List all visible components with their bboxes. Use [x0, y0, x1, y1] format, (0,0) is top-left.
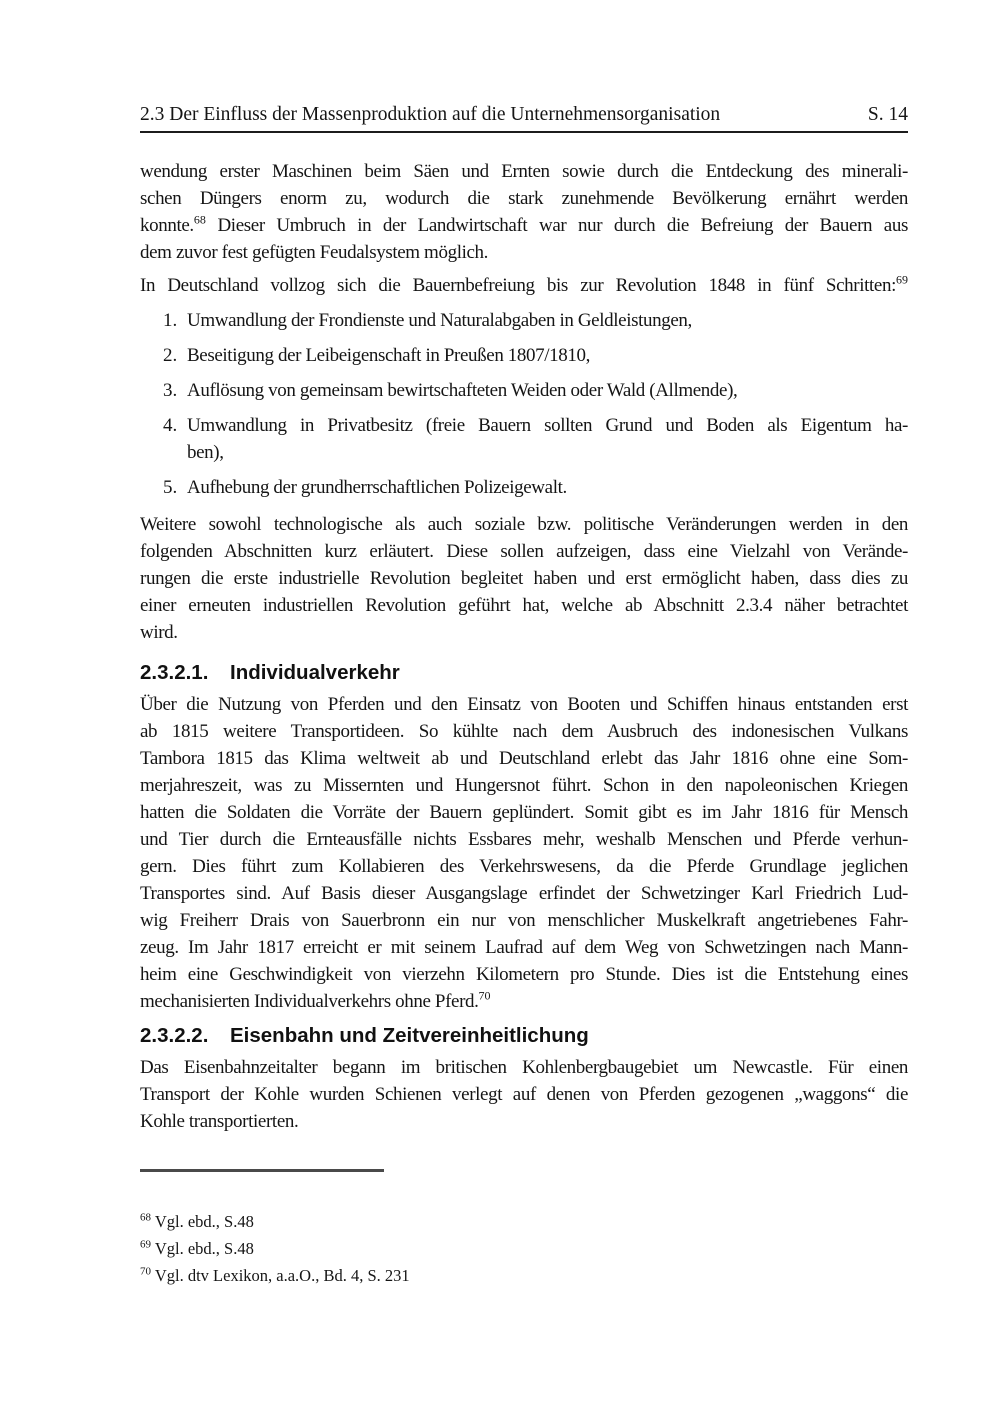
page-header — [140, 103, 908, 133]
text-line: mechanisierten Individualverkehrs ohne Pferd.$^{70}$ — [140, 988, 491, 1012]
text-line: Tambora 1815 das Klima weltweit ab und Deutschland erlebt das Jahr 1816 ohne eine Som- — [140, 748, 908, 769]
list-item — [140, 412, 908, 466]
text-line: Umwandlung der Frondienste und Naturalabgaben in Geldleistungen, — [187, 310, 692, 331]
paragraph-2 — [140, 511, 908, 646]
footnote-marker-68: 68 — [193, 212, 206, 227]
list-item — [140, 377, 908, 404]
text-line: merjahreszeit, was zu Missernten und Hungersnot führt. Schon in den napoleonischen Kriegen — [140, 775, 908, 796]
text-line: In Deutschland vollzog sich die Bauernbefreiung bis zur Revolution 1848 in fünf Schritten:$^{69}$ — [140, 272, 908, 296]
text-line: Weitere sowohl technologische als auch soziale bzw. politische Veränderungen werden in den — [140, 514, 908, 535]
text-line: hatten die Soldaten die Vorräte der Bauern geplündert. Somit gibt es im Jahr 1816 für Mensch — [140, 802, 908, 823]
text-line: wird. — [140, 622, 178, 643]
footnote-marker-69: 69 — [896, 272, 908, 287]
footnotes — [140, 1208, 908, 1289]
paragraph-1 — [140, 158, 908, 266]
list-item-number: 2. — [163, 345, 178, 366]
text-line: dem zuvor fest gefügten Feudalsystem möglich. — [140, 242, 489, 263]
list-item-number: 4. — [163, 415, 178, 436]
text-line: ab 1815 weitere Transportideen. So kühlte nach dem Ausbruch des indonesischen Vulkans — [140, 721, 908, 742]
text-line: Über die Nutzung von Pferden und den Einsatz von Booten und Schiffen hinaus entstanden erst — [140, 694, 908, 715]
list-item-number: 1. — [163, 310, 178, 331]
list-item-number: 3. — [163, 380, 178, 401]
footnote — [140, 1235, 908, 1262]
section-heading-individualverkehr — [140, 660, 908, 685]
footnote — [140, 1262, 908, 1289]
footnote-text: Vgl. ebd., S.48 — [154, 1239, 254, 1258]
text-line: wig Freiherr Drais von Sauerbronn ein nur von menschlicher Muskelkraft angetriebenes Fahr- — [140, 910, 908, 931]
text-line: rungen die erste industrielle Revolution begleitet haben und erst ermöglicht haben, dass dies zu — [140, 568, 908, 589]
text-line: wendung erster Maschinen beim Säen und Ernten sowie durch die Entdeckung des minerali- — [140, 161, 908, 182]
text-line: konnte.$^{68}$ Dieser Umbruch in der Landwirtschaft war nur durch die Befreiung der Bauern aus — [140, 212, 908, 236]
text-line: folgenden Abschnitten kurz erläutert. Diese sollen aufzeigen, dass eine Vielzahl von Verände- — [140, 541, 908, 562]
text-line: und Tier durch die Ernteausfälle nichts Essbares mehr, weshalb Menschen und Pferde verhun- — [140, 829, 908, 850]
footnote-text: Vgl. ebd., S.48 — [154, 1212, 254, 1231]
list-item — [140, 474, 908, 501]
numbered-list — [140, 307, 908, 501]
footnote-separator-rule — [140, 1169, 384, 1172]
footnote — [140, 1208, 908, 1235]
text-line: zeug. Im Jahr 1817 erreicht er mit seinem Laufrad auf dem Weg von Schwetzingen nach Mann- — [140, 937, 908, 958]
list-item — [140, 307, 908, 334]
text-line: Das Eisenbahnzeitalter begann im britischen Kohlenbergbaugebiet um Newcastle. Für einen — [140, 1057, 908, 1078]
text-line: Aufhebung der grundherrschaftlichen Polizeigewalt. — [187, 477, 567, 498]
text-line: Beseitigung der Leibeigenschaft in Preußen 1807/1810, — [187, 345, 591, 366]
paragraph-4 — [140, 1054, 908, 1135]
text-line: gern. Dies führt zum Kollabieren des Verkehrswesens, da die Pferde Grundlage jeglichen — [140, 856, 908, 877]
footnote-number: 70 — [140, 1265, 151, 1278]
heading-number: 2.3.2.1. — [140, 661, 209, 684]
list-item — [140, 342, 908, 369]
text-line: Transportes sind. Auf Basis dieser Ausgangslage erfindet der Schwetzinger Karl Friedrich Lud- — [140, 883, 908, 904]
text-line: ben), — [187, 442, 224, 463]
header-page-number: S. 14 — [867, 104, 908, 125]
footnote-number: 68 — [140, 1211, 151, 1224]
text-line: heim eine Geschwindigkeit von vierzehn Kilometern pro Stunde. Dies ist die Entstehung eines — [140, 964, 908, 985]
list-item-number: 5. — [163, 477, 178, 498]
header-section-title: 2.3 Der Einfluss der Massenproduktion auf die Unternehmensorganisation — [140, 104, 721, 125]
footnote-number: 69 — [140, 1238, 151, 1251]
heading-number: 2.3.2.2. — [140, 1024, 209, 1047]
heading-title: Individualverkehr — [230, 661, 400, 684]
footnote-text: Vgl. dtv Lexikon, a.a.O., Bd. 4, S. 231 — [154, 1266, 410, 1285]
text-line: Umwandlung in Privatbesitz (freie Bauern sollten Grund und Boden als Eigentum ha- — [187, 415, 908, 436]
list-intro — [140, 272, 908, 299]
text-line: Kohle transportierten. — [140, 1111, 299, 1132]
paragraph-3 — [140, 691, 908, 1015]
text-line: einer erneuten industriellen Revolution geführt hat, welche ab Abschnitt 2.3.4 näher betrachtet — [140, 595, 908, 616]
heading-title: Eisenbahn und Zeitvereinheitlichung — [230, 1024, 589, 1047]
text-line: schen Düngers enorm zu, wodurch die stark zunehmende Bevölkerung ernährt werden — [140, 188, 908, 209]
text-line: Auflösung von gemeinsam bewirtschafteten Weiden oder Wald (Allmende), — [187, 380, 738, 401]
section-heading-eisenbahn — [140, 1023, 908, 1048]
footnote-marker-70: 70 — [478, 988, 491, 1003]
text-line: Transport der Kohle wurden Schienen verlegt auf denen von Pferden gezogenen „waggons“ die — [140, 1084, 908, 1105]
